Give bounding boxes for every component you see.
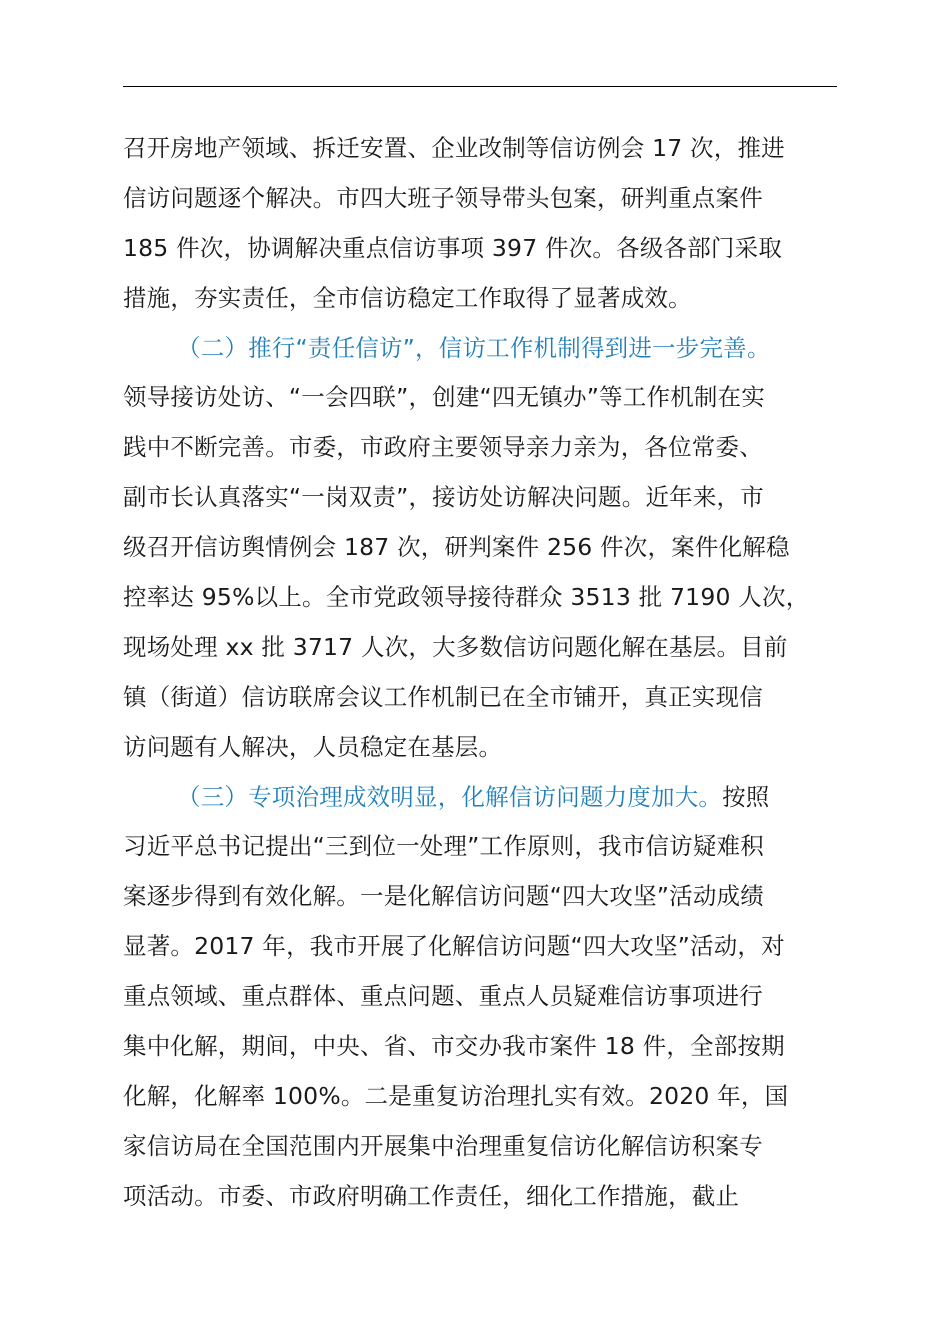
paragraph-line: 家信访局在全国范围内开展集中治理重复信访化解信访积案专 — [123, 1131, 763, 1160]
paragraph-line: 级召开信访舆情例会 187 次，研判案件 256 件次，案件化解稳 — [123, 533, 790, 562]
paragraph-line: 显著。2017 年，我市开展了化解信访问题“四大攻坚”活动，对 — [123, 932, 785, 961]
paragraph-line: 镇（街道）信访联席会议工作机制已在全市铺开，真正实现信 — [123, 682, 763, 711]
paragraph-line: 重点领域、重点群体、重点问题、重点人员疑难信访事项进行 — [123, 982, 763, 1011]
paragraph-line: 习近平总书记提出“三到位一处理”工作原则，我市信访疑难积 — [123, 832, 764, 861]
paragraph-line: 措施，夯实责任，全市信访稳定工作取得了显著成效。 — [123, 283, 692, 312]
document-body — [123, 124, 863, 1222]
section-heading-line — [123, 773, 863, 823]
paragraph-line: 185 件次，协调解决重点信访事项 397 件次。各级各部门采取 — [123, 233, 783, 262]
section-heading: （三）专项治理成效明显，化解信访问题力度加大。 — [177, 782, 723, 811]
paragraph-line: 践中不断完善。市委，市政府主要领导亲力亲为，各位常委、 — [123, 433, 763, 462]
paragraph-line: 化解，化解率 100%。二是重复访治理扎实有效。2020 年，国 — [123, 1081, 789, 1110]
paragraph-line: 信访问题逐个解决。市四大班子领导带头包案，研判重点案件 — [123, 183, 763, 212]
paragraph-line: 访问题有人解决，人员稳定在基层。 — [123, 732, 503, 761]
section-heading-line — [123, 324, 863, 374]
header-rule — [123, 86, 837, 87]
paragraph-line: 集中化解，期间，中央、省、市交办我市案件 18 件，全部按期 — [123, 1032, 785, 1061]
paragraph-line: 案逐步得到有效化解。一是化解信访问题“四大攻坚”活动成绩 — [123, 882, 764, 911]
paragraph-line: 项活动。市委、市政府明确工作责任，细化工作措施，截止 — [123, 1181, 740, 1210]
paragraph-text: 按照 — [722, 782, 770, 811]
paragraph-line: 副市长认真落实“一岗双责”，接访处访解决问题。近年来，市 — [123, 483, 764, 512]
paragraph-line: 控率达 95%以上。全市党政领导接待群众 3513 批 7190 人次， — [123, 583, 810, 612]
paragraph-line: 领导接访处访、“一会四联”，创建“四无镇办”等工作机制在实 — [123, 383, 765, 412]
section-heading: （二）推行“责任信访”，信访工作机制得到进一步完善。 — [177, 333, 771, 362]
paragraph-line: 现场处理 xx 批 3717 人次，大多数信访问题化解在基层。目前 — [123, 632, 788, 661]
paragraph-line: 召开房地产领域、拆迁安置、企业改制等信访例会 17 次，推进 — [123, 134, 785, 162]
